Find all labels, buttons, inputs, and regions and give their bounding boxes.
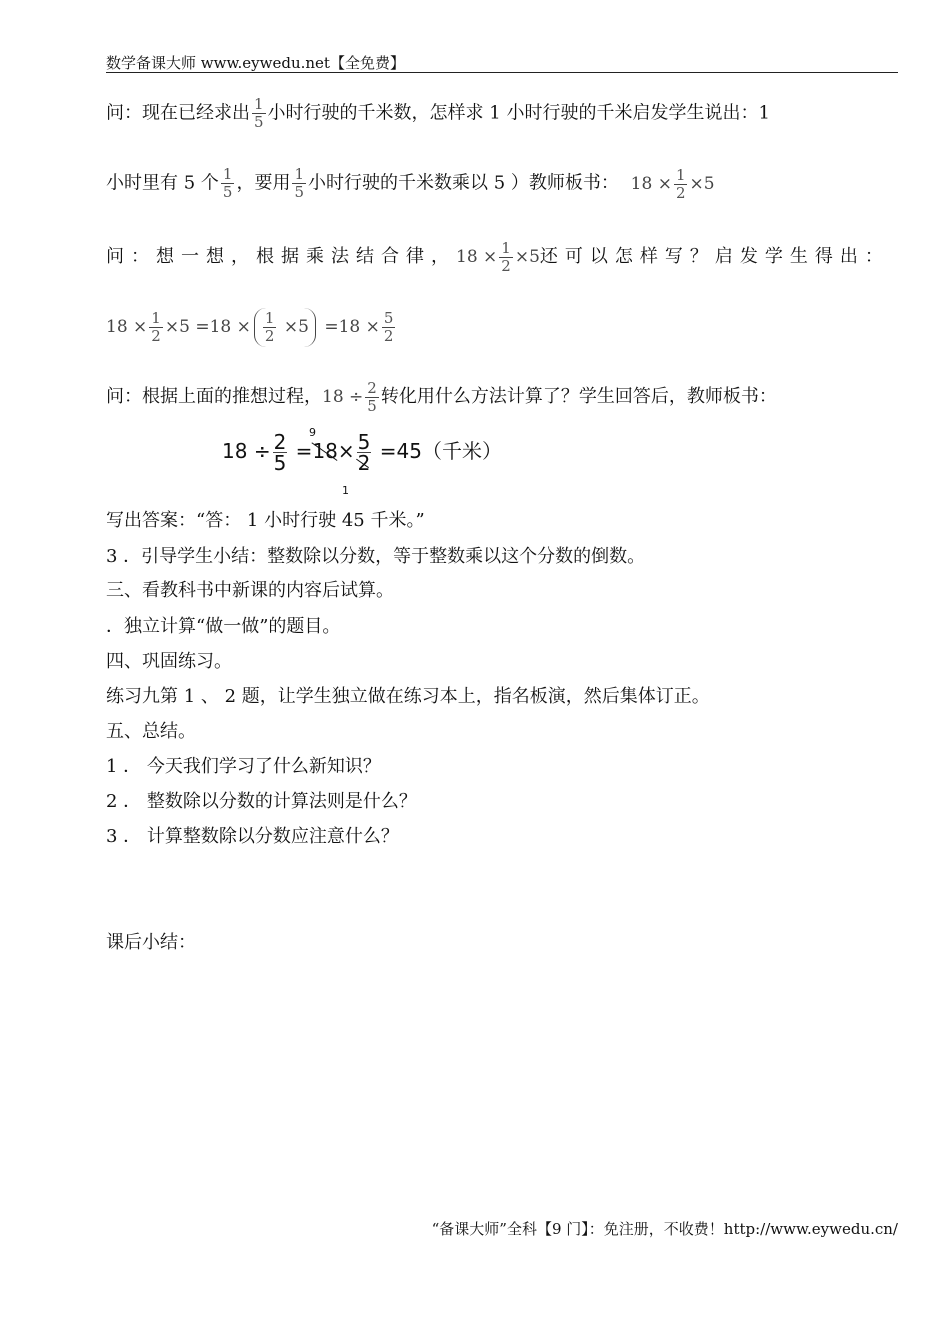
section-3-heading: 三、看教科书中新课的内容后试算。	[106, 580, 394, 601]
section-4-heading: 四、巩固练习。	[106, 651, 232, 672]
text-span: 还可以怎样写？启发学生得出：	[539, 246, 890, 267]
section-5-heading: 五、总结。	[106, 721, 196, 742]
text-span: 问：想一想，根据乘法结合律，	[106, 246, 456, 267]
paragraph-line-3	[106, 240, 890, 275]
header-divider	[106, 72, 898, 73]
text-span: 问：根据上面的推想过程，	[106, 386, 322, 407]
cancelled-2: 2	[357, 451, 371, 475]
fraction-one-fifth: $\frac{1}{5}$	[254, 95, 264, 131]
answer-line: 写出答案：“答： 1 小时行驶 45 千米。”	[106, 510, 425, 531]
formula-board-division: 18 ÷ $\frac{2}{5}$ =18× $\frac{5}{2}$ =45（千米）	[222, 430, 502, 475]
page-footer: “备课大师”全科【9 门】：免注册，不收费！http://www.eywedu.cn/	[431, 1220, 898, 1238]
paragraph-line-2	[106, 166, 715, 202]
parenthesis-group: $\frac{1}{2}$ ×5	[254, 308, 316, 347]
text-span: 问：现在已经求出	[106, 102, 250, 124]
cancel-result-top: 9	[309, 426, 316, 439]
text-span: 转化用什么方法计算了？学生回答后，教师板书：	[380, 386, 777, 407]
cancel-result-bottom: 1	[342, 484, 349, 497]
fraction-one-fifth: $\frac{1}{5}$	[294, 165, 304, 201]
fraction-one-fifth: $\frac{1}{5}$	[222, 165, 233, 201]
paragraph-line-1	[106, 96, 770, 131]
formula-inline: 18 × $\frac{1}{2}$ ×5	[456, 239, 540, 275]
question-1: 1 ． 今天我们学习了什么新知识？	[106, 756, 381, 777]
paragraph-line-5	[106, 380, 777, 415]
independent-calc-line: ．独立计算“做一做”的题目。	[106, 616, 341, 637]
page-header: 数学备课大师 www.eywedu.net【全免费】	[106, 54, 405, 72]
formula-associative: 18 × $\frac{1}{2}$ ×5 =18 × $\frac{1}{2}$ ×5 =18 × $\frac{5}{2}$	[106, 309, 394, 345]
practice-line: 练习九第 1 、 2 题，让学生独立做在练习本上，指名板演，然后集体订正。	[106, 686, 710, 707]
step-3-summary: 3 ．引导学生小结：整数除以分数，等于整数乘以这个分数的倒数。	[106, 546, 646, 567]
text-span: 小时行驶的千米数，怎样求 1 小时行驶的千米启发学生说出：1	[267, 102, 770, 124]
cancelled-18: 18	[312, 439, 338, 463]
after-class-summary-label: 课后小结：	[106, 932, 196, 953]
text-span: ，要用	[236, 172, 291, 194]
text-span: 小时行驶的千米数乘以 5 ）教师板书：	[308, 172, 619, 194]
question-3: 3 ． 计算整数除以分数应注意什么？	[106, 826, 399, 847]
formula-board-1: 18 × $\frac{1}{2}$ ×5	[630, 165, 715, 202]
text-span: 小时里有 5 个	[106, 172, 219, 194]
formula-inline: 18 ÷ $\frac{2}{5}$	[322, 379, 377, 415]
question-2: 2 ． 整数除以分数的计算法则是什么？	[106, 791, 417, 812]
